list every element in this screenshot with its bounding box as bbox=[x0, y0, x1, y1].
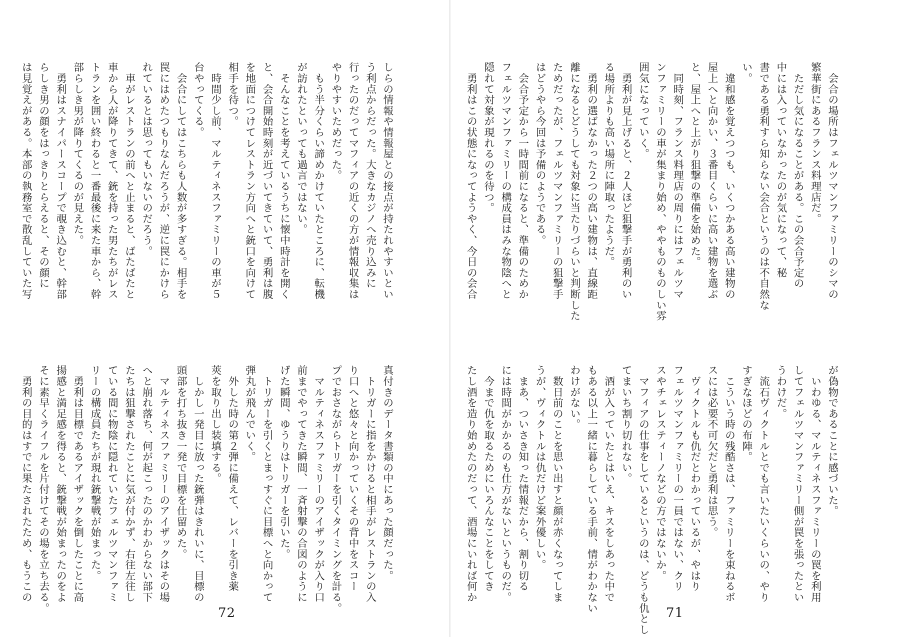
text-line: プでおさながらトリガーを引くタイミングを計る。 bbox=[329, 365, 342, 614]
text-line: 同時刻、フランス料理店の周りにはフェルツマ bbox=[671, 62, 684, 300]
text-line: 部らしき男が降りてくるのが見えた。 bbox=[71, 62, 84, 246]
text-line: 書である勇利すら知らない会合というのは不自然な bbox=[757, 62, 770, 311]
text-line: スやチェレスティーノなどの方ではないか。 bbox=[653, 365, 666, 581]
text-line: り口へと悠々と向かっていくその背中をスコー bbox=[346, 365, 359, 592]
text-line: そんなことを考えているうちに懐中時計を開く bbox=[277, 62, 290, 300]
text-line: マルティネスファミリーのアイザックが入り口 bbox=[312, 365, 325, 603]
text-line: たちは狙撃されたことに気が付かず、右往左往し bbox=[122, 365, 135, 603]
text-line: トリガーを引くとまっすぐに目標へと向かって bbox=[260, 365, 273, 603]
text-line: る場所よりも高い場所に陣取ったようだ。 bbox=[602, 62, 615, 268]
text-line: 中には入っていなかったのが気になって、秘 bbox=[774, 62, 787, 278]
text-line: 相手を待つ。 bbox=[226, 62, 239, 127]
text-line: してフェルツマンファミリー側が罠を張ったとい bbox=[791, 365, 804, 603]
text-line: 繁華街にあるフランス料理店だ。 bbox=[808, 62, 821, 224]
text-line: もう半分くらい諦めかけていたところに、転機 bbox=[312, 62, 325, 300]
text-line: 勇利の目的はすでに果たされたため、もうこの bbox=[19, 365, 32, 603]
text-line: は見覚えがある。本部の執務室で散乱していた写 bbox=[19, 62, 32, 300]
text-line: 莢を取り出し装填する。 bbox=[208, 365, 221, 484]
text-line: 隠れて対象が現れるのを待つ。 bbox=[481, 62, 494, 214]
text-line: げた瞬間、ゆうりはトリガーを引いた。 bbox=[277, 365, 290, 560]
text-line: 勇利はスナイパースコープで覗き込むと、幹部 bbox=[54, 62, 67, 300]
text-line: 時間少し前、マルティネスファミリーの車が５ bbox=[208, 62, 221, 300]
text-line: 外した時の第２弾に備えて、レバーを引き薬 bbox=[226, 365, 239, 592]
text-line: 離になるとどうしても対象に当たりづらいと判断した bbox=[567, 62, 580, 322]
text-line: 真付きのデータ書類の中にあった顔だった。 bbox=[381, 365, 393, 581]
text-line: ている間に物陰に隠れていたフェルツマンファミ bbox=[105, 365, 118, 603]
text-line: ンファミリーの車が集まり始め、ややものものしい雰 bbox=[653, 62, 666, 322]
text-line: しかし一発目に放った銃弾はきれいに、目標の bbox=[191, 365, 204, 603]
text-line: 酒が入っていたとはいえ、キスをしあった中で bbox=[602, 365, 615, 603]
text-line: うわけだ。 bbox=[774, 365, 787, 419]
text-line: しらの情報や情報屋との接点が持たれやすいとい bbox=[381, 62, 393, 300]
right-page bbox=[450, 0, 900, 637]
text-line: 車がレストランの前へと止まると、ばたばたと bbox=[122, 62, 135, 300]
text-line: 弾丸が飛んでいく。 bbox=[243, 365, 256, 463]
text-line: もある以上一緒に暮らしている手前、情がわかない bbox=[585, 365, 598, 614]
text-line: 違和感を覚えつつも、いくつかある高い建物の bbox=[722, 62, 735, 300]
text-line: 前までやってきた瞬間、一斉射撃の合図のように bbox=[294, 365, 307, 603]
text-line: 屋上へと向かい、３番目くらいに高い建物を選ぶ bbox=[705, 62, 718, 300]
text-line: い。 bbox=[739, 62, 752, 84]
text-line: 囲気になっていく。 bbox=[636, 62, 649, 160]
text-line: いわゆる、マルティネスファミリーの罠を利用 bbox=[808, 365, 821, 603]
text-line: れているとは思ってもいないのだろう。 bbox=[140, 62, 153, 257]
text-line: を地面につけてレストラン方向へと銃口を向けて bbox=[243, 62, 256, 300]
text-line: が偽物であることに感づいた。 bbox=[826, 365, 838, 517]
text-line: フェルツマンファミリーの一員ではない、クリ bbox=[671, 365, 684, 592]
text-line: 台やってくる。 bbox=[191, 62, 204, 138]
text-line: トリガーに指をかけると相手がレストランの入 bbox=[363, 365, 376, 603]
text-line: スには必要不可欠だと勇利は思う。 bbox=[705, 365, 718, 538]
text-line: 今まで仇を取るためにいろんなことをしてき bbox=[481, 365, 494, 592]
text-line: ためだったが、フェルツマンファミリーの狙撃手 bbox=[550, 62, 563, 300]
text-line: そに素早くライフルを片付けてその場を立ち去る。 bbox=[36, 365, 49, 614]
text-line: が訪れたといっても過言ではない。 bbox=[294, 62, 307, 235]
text-line: 行ったのだってマフィアの近くの方が情報収集は bbox=[346, 62, 359, 300]
text-line: 車から人が降りてきて、銃を持った男たちがレス bbox=[105, 62, 118, 300]
left-page-upper-text bbox=[19, 62, 395, 300]
text-line: 会合の場所はフェルツマンファミリーのシマの bbox=[826, 62, 838, 300]
text-line: と、会合開始時刻が近づいてきていて、勇利は腹 bbox=[260, 62, 273, 300]
text-line: うが、ヴィクトルは仇だけど案外優しい。 bbox=[533, 365, 546, 571]
text-line: 罠にはめたつもりなんだろうが、逆に罠にかけら bbox=[157, 62, 170, 300]
text-line: マフィアの仕事をしているというのは、どうも仇とし bbox=[636, 365, 649, 635]
text-line: 流石ヴィクトルとでも言いたいくらいの、やり bbox=[757, 365, 770, 603]
text-line: 揚感と満足感を得ると、銃撃戦が始まったのをよ bbox=[54, 365, 67, 603]
page-number: 72 bbox=[218, 606, 236, 621]
text-line: 勇利が見上げると、２人ほど狙撃手が勇利のい bbox=[619, 62, 632, 300]
text-line: わけがない。 bbox=[567, 365, 580, 430]
text-line: 頭部を打ち抜き一発で目標を仕留めた。 bbox=[174, 365, 187, 560]
text-line: 数日前のことを思い出すと顔が赤くなってしま bbox=[550, 365, 563, 603]
text-line: う利点からだった。大きなカジノへ売り込みに bbox=[363, 62, 376, 289]
text-line: こういう時の残酷さは、ファミリーを束ねるボ bbox=[722, 365, 735, 603]
text-line: 勇利は目標であるアイザックを倒したことに高 bbox=[71, 365, 84, 603]
text-line: 会合予定から一時間前になると、準備のためか bbox=[516, 62, 529, 300]
text-line: はどうやら今回は予備のようである。 bbox=[533, 62, 546, 246]
text-line: たし酒を造り始めたのだって、酒場にいれば何か bbox=[464, 365, 477, 603]
text-line: と、屋上へと上がり狙撃の準備を始めた。 bbox=[688, 62, 701, 268]
text-line: 会合にしてはこちらも人数が多すぎる。相手を bbox=[174, 62, 187, 300]
text-line: リーの構成員たちが現れ銃撃戦が始まった。 bbox=[88, 365, 101, 581]
text-line: マルティネスファミリーのアイザックはその場 bbox=[157, 365, 170, 603]
text-line: すぎなほどの布陣。 bbox=[739, 365, 752, 463]
text-line: へと崩れ落ち、何が起こったのかわからない部下 bbox=[140, 365, 153, 603]
page-number: 71 bbox=[666, 606, 684, 621]
right-page-upper-text bbox=[464, 62, 840, 322]
text-line: フェルツマンファミリーの構成員はみな物陰へと bbox=[499, 62, 512, 300]
text-line: 勇利はこの状態になってようやく、今日の会合 bbox=[464, 62, 477, 300]
text-line: らしき男の顔をはっきりとらえると、その顔に bbox=[36, 62, 49, 289]
text-line: には時間がかかるのも仕方がないというものだ。 bbox=[499, 365, 512, 603]
text-line: やりやすいためだった。 bbox=[329, 62, 342, 181]
text-line: 勇利の選ばなかった２つの高い建物は、直線距 bbox=[585, 62, 598, 300]
text-line: ヴィクトルも仇だとわかっているが、やはり bbox=[688, 365, 701, 592]
text-line: トランを囲い終わると一番最後に来た車から、幹 bbox=[88, 62, 101, 300]
text-line: ただし気になることがある。この会合予定の bbox=[791, 62, 804, 289]
text-line: てまいち割り切れない。 bbox=[619, 365, 632, 484]
text-line: まあ、ついさき知った情報だから、割り切る bbox=[516, 365, 529, 592]
